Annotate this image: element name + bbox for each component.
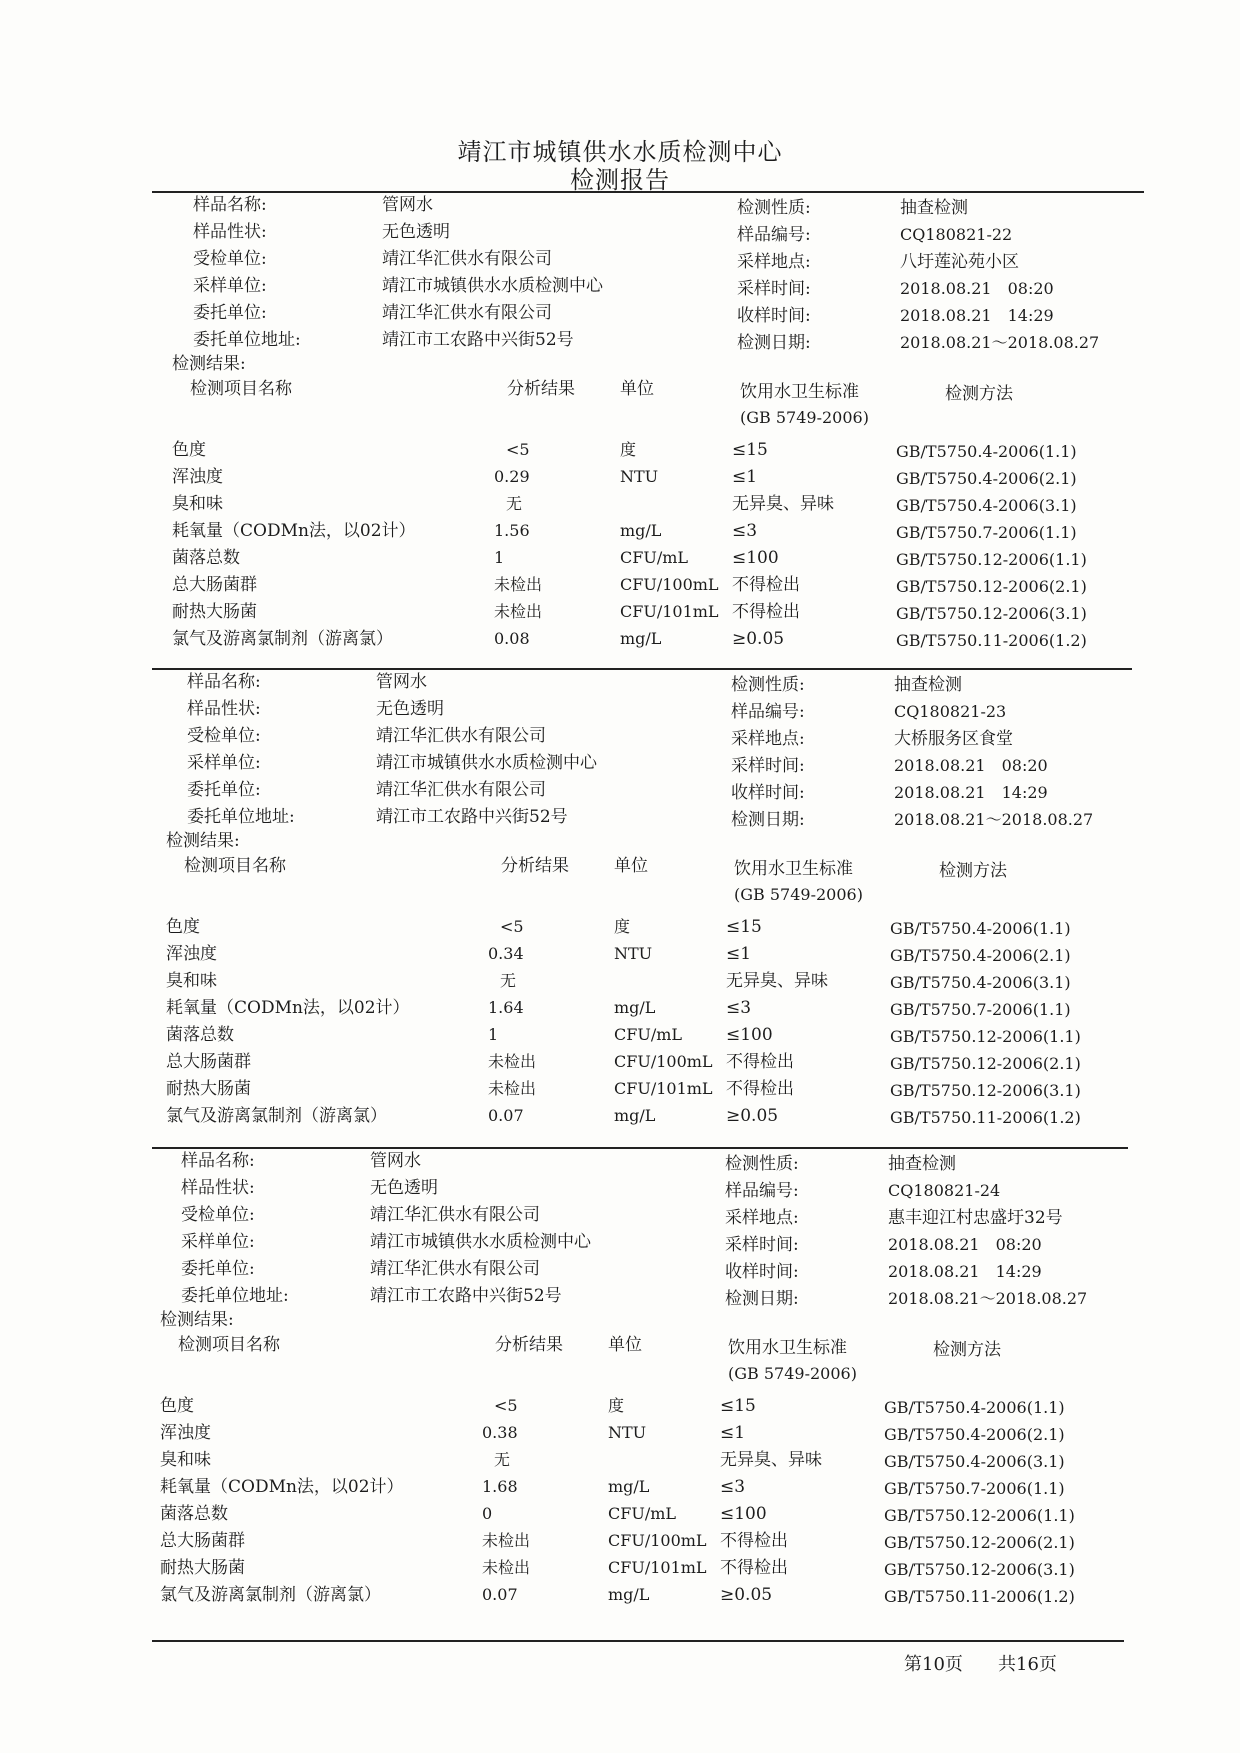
table-cell-method: GB/T5750.4-2006(1.1) [890,919,1071,938]
table-cell-method: GB/T5750.11-2006(1.2) [896,631,1087,650]
table-cell-standard: ≥0.05 [726,1106,779,1126]
table-cell-standard: 不得检出 [726,1079,794,1099]
sampling-site-value: 八圩莲沁苑小区 [900,252,1019,272]
sampling-unit-value: 靖江市城镇供水水质检测中心 [382,276,603,296]
table-cell-item-name: 耗氧量（CODMn法，以02计） [172,521,416,541]
table-cell-method: GB/T5750.4-2006(3.1) [890,973,1071,992]
label-sampling-time: 采样时间: [737,279,811,299]
sample-name-value: 管网水 [376,672,427,692]
table-cell-result: 0.08 [494,629,530,648]
table-cell-method: GB/T5750.7-2006(1.1) [896,523,1077,542]
table-cell-standard: ≤3 [726,998,752,1018]
table-cell-item-name: 氯气及游离氯制剂（游离氯） [166,1106,387,1126]
table-cell-item-name: 氯气及游离氯制剂（游离氯） [172,629,393,649]
inspected-unit-value: 靖江华汇供水有限公司 [370,1205,540,1225]
table-cell-method: GB/T5750.12-2006(3.1) [896,604,1087,623]
table-cell-standard: 不得检出 [720,1558,788,1578]
label-sample-state: 样品性状: [181,1178,255,1198]
table-cell-result: 1.68 [482,1477,518,1496]
label-receive-time: 收样时间: [725,1262,799,1282]
label-test-nature: 检测性质: [725,1154,799,1174]
receive-time-value: 2018.08.21 14:29 [894,783,1048,802]
label-inspected-unit: 受检单位: [181,1205,255,1225]
table-cell-item-name: 浑浊度 [160,1423,211,1443]
column-header-unit: 单位 [614,856,648,876]
table-cell-unit: mg/L [614,998,656,1017]
label-inspected-unit: 受检单位: [193,249,267,269]
receive-time-value: 2018.08.21 14:29 [888,1262,1042,1281]
table-cell-standard: ≤15 [720,1396,756,1416]
table-cell-standard: 不得检出 [732,602,800,622]
column-header-standard-code: (GB 5749-2006) [734,885,863,904]
table-cell-standard: ≤100 [726,1025,773,1045]
table-cell-unit: mg/L [608,1477,650,1496]
table-cell-result: 0.07 [482,1585,518,1604]
table-cell-method: GB/T5750.4-2006(1.1) [884,1398,1065,1417]
sampling-unit-value: 靖江市城镇供水水质检测中心 [376,753,597,773]
table-cell-standard: ≥0.05 [720,1585,773,1605]
table-cell-unit: CFU/100mL [620,575,719,594]
section-divider [152,668,1132,670]
table-cell-result: <5 [500,917,524,936]
table-cell-result: 0.38 [482,1423,518,1442]
label-entrust-address: 委托单位地址: [193,330,301,350]
page-total: 共16页 [998,1654,1057,1675]
table-cell-unit: CFU/mL [614,1025,683,1044]
table-cell-method: GB/T5750.12-2006(1.1) [890,1027,1081,1046]
section-divider [152,191,1144,193]
table-cell-item-name: 菌落总数 [160,1504,228,1524]
column-header-standard: 饮用水卫生标准 [734,859,853,879]
sample-no-value: CQ180821-23 [894,702,1007,721]
label-sampling-site: 采样地点: [737,252,811,272]
table-cell-result: 未检出 [482,1558,531,1577]
table-cell-standard: ≥0.05 [732,629,785,649]
table-cell-result: 0 [482,1504,493,1523]
table-cell-item-name: 浑浊度 [172,467,223,487]
label-sample-state: 样品性状: [193,222,267,242]
document-subtitle: 检测报告 [570,166,670,194]
table-cell-item-name: 耐热大肠菌 [166,1079,251,1099]
table-cell-unit: mg/L [620,521,662,540]
table-cell-result: 未检出 [488,1052,537,1071]
table-cell-result: 未检出 [488,1079,537,1098]
document-title: 靖江市城镇供水水质检测中心 [457,138,783,166]
table-cell-standard: 不得检出 [720,1531,788,1551]
table-cell-standard: ≤15 [732,440,768,460]
table-cell-method: GB/T5750.12-2006(2.1) [896,577,1087,596]
sampling-unit-value: 靖江市城镇供水水质检测中心 [370,1232,591,1252]
table-cell-item-name: 色度 [172,440,206,460]
label-entrust-address: 委托单位地址: [181,1286,289,1306]
table-cell-standard: ≤15 [726,917,762,937]
table-cell-standard: 无异臭、异味 [732,494,834,514]
label-sampling-unit: 采样单位: [187,753,261,773]
table-cell-method: GB/T5750.12-2006(1.1) [896,550,1087,569]
table-cell-standard: 无异臭、异味 [726,971,828,991]
table-cell-method: GB/T5750.4-2006(3.1) [884,1452,1065,1471]
receive-time-value: 2018.08.21 14:29 [900,306,1054,325]
table-cell-unit: 度 [608,1396,625,1415]
table-cell-item-name: 耗氧量（CODMn法，以02计） [166,998,410,1018]
table-cell-unit: NTU [620,467,659,486]
table-cell-result: 1 [494,548,505,567]
label-sample-name: 样品名称: [193,195,267,215]
label-sample-no: 样品编号: [737,225,811,245]
column-header-item: 检测项目名称 [178,1335,280,1355]
column-header-item: 检测项目名称 [184,856,286,876]
table-cell-unit: CFU/mL [608,1504,677,1523]
table-cell-unit: mg/L [608,1585,650,1604]
sample-state-value: 无色透明 [376,699,444,719]
table-cell-standard: 不得检出 [732,575,800,595]
sampling-site-value: 惠丰迎江村忠盛圩32号 [888,1208,1063,1228]
table-cell-unit: CFU/100mL [614,1052,713,1071]
column-header-standard: 饮用水卫生标准 [728,1338,847,1358]
table-cell-result: 无 [500,971,517,990]
table-cell-method: GB/T5750.4-2006(2.1) [896,469,1077,488]
sampling-time-value: 2018.08.21 08:20 [894,756,1048,775]
table-cell-unit: NTU [614,944,653,963]
results-heading: 检测结果: [166,831,240,851]
label-sampling-time: 采样时间: [725,1235,799,1255]
table-cell-method: GB/T5750.7-2006(1.1) [890,1000,1071,1019]
entrust-unit-value: 靖江华汇供水有限公司 [376,780,546,800]
table-cell-method: GB/T5750.7-2006(1.1) [884,1479,1065,1498]
table-cell-method: GB/T5750.4-2006(2.1) [884,1425,1065,1444]
entrust-address-value: 靖江市工农路中兴街52号 [382,330,574,350]
table-cell-result: 未检出 [494,602,543,621]
label-test-nature: 检测性质: [737,198,811,218]
inspected-unit-value: 靖江华汇供水有限公司 [376,726,546,746]
test-nature-value: 抽查检测 [900,198,968,218]
test-date-value: 2018.08.21～2018.08.27 [894,810,1094,829]
table-cell-unit: CFU/100mL [608,1531,707,1550]
label-sampling-site: 采样地点: [725,1208,799,1228]
page-number: 第10页 [904,1654,963,1675]
sample-name-value: 管网水 [370,1151,421,1171]
table-cell-result: 1.64 [488,998,524,1017]
table-cell-result: 0.34 [488,944,524,963]
table-cell-standard: 不得检出 [726,1052,794,1072]
column-header-result: 分析结果 [501,856,569,876]
sample-state-value: 无色透明 [370,1178,438,1198]
table-cell-unit: CFU/101mL [620,602,719,621]
label-sampling-unit: 采样单位: [193,276,267,296]
sampling-site-value: 大桥服务区食堂 [894,729,1013,749]
sampling-time-value: 2018.08.21 08:20 [888,1235,1042,1254]
column-header-item: 检测项目名称 [190,379,292,399]
table-cell-item-name: 菌落总数 [166,1025,234,1045]
table-cell-result: <5 [506,440,530,459]
table-cell-item-name: 耗氧量（CODMn法，以02计） [160,1477,404,1497]
table-cell-item-name: 色度 [166,917,200,937]
test-date-value: 2018.08.21～2018.08.27 [888,1289,1088,1308]
table-cell-result: 未检出 [494,575,543,594]
sample-state-value: 无色透明 [382,222,450,242]
table-cell-unit: CFU/101mL [614,1079,713,1098]
table-cell-item-name: 耐热大肠菌 [160,1558,245,1578]
inspected-unit-value: 靖江华汇供水有限公司 [382,249,552,269]
label-sampling-time: 采样时间: [731,756,805,776]
test-nature-value: 抽查检测 [888,1154,956,1174]
table-cell-item-name: 氯气及游离氯制剂（游离氯） [160,1585,381,1605]
table-cell-method: GB/T5750.12-2006(1.1) [884,1506,1075,1525]
label-sample-name: 样品名称: [187,672,261,692]
table-cell-result: 1 [488,1025,499,1044]
entrust-address-value: 靖江市工农路中兴街52号 [376,807,568,827]
table-cell-standard: ≤1 [720,1423,746,1443]
sample-name-value: 管网水 [382,195,433,215]
table-cell-method: GB/T5750.12-2006(2.1) [884,1533,1075,1552]
label-receive-time: 收样时间: [737,306,811,326]
table-cell-method: GB/T5750.12-2006(3.1) [884,1560,1075,1579]
results-heading: 检测结果: [160,1310,234,1330]
section-divider [152,1147,1128,1149]
label-sample-no: 样品编号: [731,702,805,722]
table-cell-result: 0.29 [494,467,530,486]
label-test-date: 检测日期: [725,1289,799,1309]
table-cell-standard: ≤1 [726,944,752,964]
label-test-date: 检测日期: [731,810,805,830]
sample-no-value: CQ180821-22 [900,225,1013,244]
entrust-unit-value: 靖江华汇供水有限公司 [370,1259,540,1279]
label-entrust-address: 委托单位地址: [187,807,295,827]
table-cell-method: GB/T5750.11-2006(1.2) [884,1587,1075,1606]
table-cell-item-name: 总大肠菌群 [160,1531,245,1551]
test-nature-value: 抽查检测 [894,675,962,695]
test-date-value: 2018.08.21～2018.08.27 [900,333,1100,352]
table-cell-method: GB/T5750.12-2006(2.1) [890,1054,1081,1073]
table-cell-standard: ≤3 [720,1477,746,1497]
results-heading: 检测结果: [172,354,246,374]
table-cell-standard: ≤3 [732,521,758,541]
table-cell-method: GB/T5750.11-2006(1.2) [890,1108,1081,1127]
label-entrust-unit: 委托单位: [193,303,267,323]
table-cell-result: 0.07 [488,1106,524,1125]
table-cell-item-name: 菌落总数 [172,548,240,568]
sampling-time-value: 2018.08.21 08:20 [900,279,1054,298]
table-cell-unit: NTU [608,1423,647,1442]
column-header-result: 分析结果 [507,379,575,399]
table-cell-item-name: 浑浊度 [166,944,217,964]
label-inspected-unit: 受检单位: [187,726,261,746]
label-entrust-unit: 委托单位: [181,1259,255,1279]
table-cell-method: GB/T5750.4-2006(2.1) [890,946,1071,965]
table-cell-item-name: 臭和味 [160,1450,211,1470]
label-entrust-unit: 委托单位: [187,780,261,800]
footer-divider [152,1640,1124,1642]
table-cell-unit: 度 [620,440,637,459]
column-header-method: 检测方法 [939,861,1007,881]
table-cell-standard: ≤100 [720,1504,767,1524]
table-cell-method: GB/T5750.4-2006(3.1) [896,496,1077,515]
table-cell-unit: CFU/mL [620,548,689,567]
column-header-unit: 单位 [608,1335,642,1355]
table-cell-item-name: 总大肠菌群 [166,1052,251,1072]
sample-no-value: CQ180821-24 [888,1181,1001,1200]
label-test-nature: 检测性质: [731,675,805,695]
table-cell-standard: ≤100 [732,548,779,568]
table-cell-method: GB/T5750.12-2006(3.1) [890,1081,1081,1100]
table-cell-method: GB/T5750.4-2006(1.1) [896,442,1077,461]
label-sample-state: 样品性状: [187,699,261,719]
label-sample-no: 样品编号: [725,1181,799,1201]
label-sample-name: 样品名称: [181,1151,255,1171]
table-cell-result: 无 [506,494,523,513]
table-cell-item-name: 总大肠菌群 [172,575,257,595]
table-cell-unit: CFU/101mL [608,1558,707,1577]
table-cell-item-name: 耐热大肠菌 [172,602,257,622]
table-cell-item-name: 臭和味 [172,494,223,514]
entrust-address-value: 靖江市工农路中兴街52号 [370,1286,562,1306]
table-cell-item-name: 色度 [160,1396,194,1416]
label-test-date: 检测日期: [737,333,811,353]
table-cell-standard: ≤1 [732,467,758,487]
table-cell-result: 未检出 [482,1531,531,1550]
column-header-method: 检测方法 [945,384,1013,404]
label-receive-time: 收样时间: [731,783,805,803]
label-sampling-unit: 采样单位: [181,1232,255,1252]
table-cell-item-name: 臭和味 [166,971,217,991]
column-header-standard: 饮用水卫生标准 [740,382,859,402]
column-header-method: 检测方法 [933,1340,1001,1360]
column-header-result: 分析结果 [495,1335,563,1355]
table-cell-standard: 无异臭、异味 [720,1450,822,1470]
table-cell-unit: mg/L [620,629,662,648]
column-header-standard-code: (GB 5749-2006) [728,1364,857,1383]
table-cell-result: <5 [494,1396,518,1415]
column-header-unit: 单位 [620,379,654,399]
table-cell-unit: 度 [614,917,631,936]
label-sampling-site: 采样地点: [731,729,805,749]
table-cell-unit: mg/L [614,1106,656,1125]
table-cell-result: 无 [494,1450,511,1469]
table-cell-result: 1.56 [494,521,530,540]
column-header-standard-code: (GB 5749-2006) [740,408,869,427]
entrust-unit-value: 靖江华汇供水有限公司 [382,303,552,323]
